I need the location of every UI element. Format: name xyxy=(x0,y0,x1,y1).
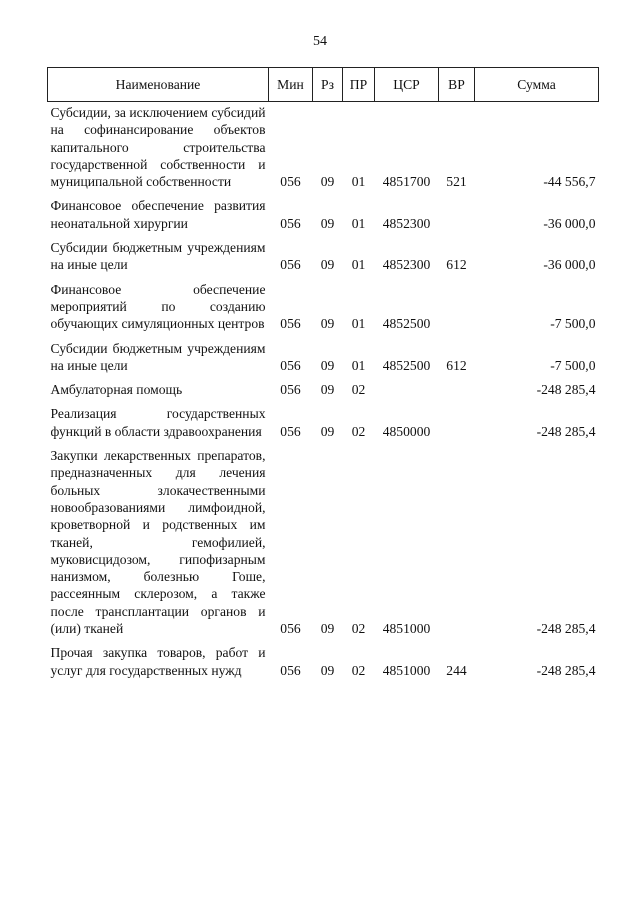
cell-name: Финансовое обеспечение мероприятий по созданию обучающих симуляционных центров xyxy=(50,281,266,332)
header-vr: ВР xyxy=(439,68,475,102)
cell-rz: 09 xyxy=(320,621,335,637)
cell-csr: 4851000 xyxy=(382,662,431,678)
header-rz: Рз xyxy=(313,68,343,102)
cell-vr xyxy=(439,196,475,238)
cell-pr: 02 xyxy=(351,423,366,439)
table-row xyxy=(48,238,599,280)
cell-sum: -248 285,4 xyxy=(536,662,596,678)
cell-vr: 612 xyxy=(446,357,467,373)
cell-rz: 09 xyxy=(320,316,335,332)
header-sum: Сумма xyxy=(475,68,599,102)
cell-sum: -44 556,7 xyxy=(543,174,596,190)
cell-min: 056 xyxy=(280,174,301,190)
cell-min: 056 xyxy=(280,621,301,637)
cell-pr: 02 xyxy=(351,382,366,398)
cell-name: Реализация государственных функций в области здравоохранения xyxy=(50,406,266,439)
cell-csr: 4852500 xyxy=(382,316,431,332)
cell-pr: 01 xyxy=(351,357,366,373)
table-row xyxy=(48,643,599,685)
cell-rz: 09 xyxy=(320,357,335,373)
cell-sum: -248 285,4 xyxy=(536,382,596,398)
header-csr: ЦСР xyxy=(375,68,439,102)
cell-pr: 01 xyxy=(351,174,366,190)
cell-name: Финансовое обеспечение развития неонатальной хирургии xyxy=(50,198,266,231)
cell-csr: 4851700 xyxy=(382,174,431,190)
cell-vr xyxy=(439,280,475,339)
cell-sum: -248 285,4 xyxy=(536,423,596,439)
header-min: Мин xyxy=(269,68,313,102)
cell-csr: 4852300 xyxy=(382,257,431,273)
page-number: 54 xyxy=(313,34,327,49)
cell-pr: 01 xyxy=(351,215,366,231)
cell-csr: 4852300 xyxy=(382,215,431,231)
cell-vr: 244 xyxy=(446,662,467,678)
cell-rz: 09 xyxy=(320,257,335,273)
cell-vr xyxy=(439,380,475,404)
cell-csr: 4852500 xyxy=(382,357,431,373)
cell-pr: 02 xyxy=(351,662,366,678)
cell-name: Закупки лекарственных препаратов, предназначенных для лечения больных злокачественными новообразованиями лимфоидной, кроветворной и родственных им тканей, гемофилией, муковисцидозом, гипофизарным нанизмом, болезнью Гоше, рассеянным склерозом, а также после трансплантации органов и (или) тканей xyxy=(50,448,266,637)
cell-rz: 09 xyxy=(320,382,335,398)
cell-csr: 4850000 xyxy=(382,423,431,439)
cell-vr: 521 xyxy=(446,174,467,190)
cell-rz: 09 xyxy=(320,215,335,231)
table-row xyxy=(48,196,599,238)
cell-min: 056 xyxy=(280,423,301,439)
header-pr: ПР xyxy=(343,68,375,102)
table-header-row xyxy=(48,68,599,102)
cell-rz: 09 xyxy=(320,174,335,190)
cell-rz: 09 xyxy=(320,662,335,678)
table-row xyxy=(48,102,599,197)
cell-min: 056 xyxy=(280,357,301,373)
cell-sum: -248 285,4 xyxy=(536,621,596,637)
cell-sum: -36 000,0 xyxy=(543,215,596,231)
cell-name: Прочая закупка товаров, работ и услуг для государственных нужд xyxy=(50,645,266,678)
cell-vr: 612 xyxy=(446,257,467,273)
cell-name: Субсидии бюджетным учреждениям на иные цели xyxy=(50,240,266,273)
table-row xyxy=(48,339,599,381)
cell-pr: 01 xyxy=(351,257,366,273)
table-body xyxy=(48,102,599,685)
cell-name: Субсидии, за исключением субсидий на софинансирование объектов капитального строительства государственной собственности и муниципальной собственности xyxy=(50,105,266,190)
budget-table xyxy=(47,67,599,685)
table-row xyxy=(48,404,599,446)
cell-min: 056 xyxy=(280,257,301,273)
cell-min: 056 xyxy=(280,382,301,398)
cell-name: Амбулаторная помощь xyxy=(50,382,183,398)
cell-min: 056 xyxy=(280,662,301,678)
cell-pr: 01 xyxy=(351,316,366,332)
cell-name: Субсидии бюджетным учреждениям на иные цели xyxy=(50,340,266,373)
cell-sum: -7 500,0 xyxy=(550,316,596,332)
cell-pr: 02 xyxy=(351,621,366,637)
table-row xyxy=(48,280,599,339)
cell-sum: -7 500,0 xyxy=(550,357,596,373)
cell-min: 056 xyxy=(280,215,301,231)
table-row xyxy=(48,380,599,404)
cell-vr xyxy=(439,446,475,643)
cell-sum: -36 000,0 xyxy=(543,257,596,273)
cell-rz: 09 xyxy=(320,423,335,439)
header-name: Наименование xyxy=(48,68,269,102)
cell-csr: 4851000 xyxy=(382,621,431,637)
table-row xyxy=(48,446,599,643)
cell-min: 056 xyxy=(280,316,301,332)
cell-csr xyxy=(375,380,439,404)
cell-vr xyxy=(439,404,475,446)
